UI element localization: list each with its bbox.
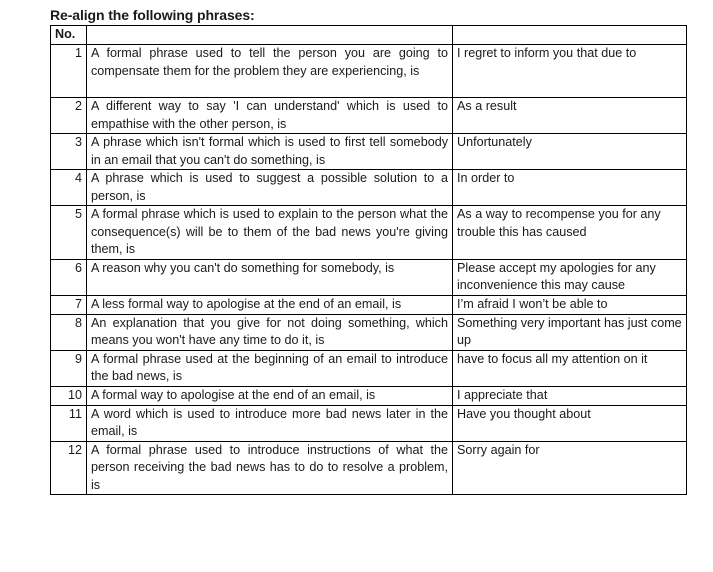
row-description: A reason why you can't do something for somebody, is: [87, 259, 453, 295]
row-description: A formal phrase used to introduce instructions of what the person receiving the bad news has to do to resolve a problem, is: [87, 441, 453, 495]
table-header-row: [51, 26, 687, 45]
row-number: 4: [51, 170, 87, 206]
table-row: [51, 206, 687, 260]
table-row: [51, 405, 687, 441]
row-description: A phrase which isn't formal which is used to first tell somebody in an email that you can't do something, is: [87, 134, 453, 170]
phrases-table: [50, 25, 687, 495]
row-description: A less formal way to apologise at the end of an email, is: [87, 295, 453, 314]
table-row: [51, 259, 687, 295]
table-row: [51, 314, 687, 350]
table-row: [51, 441, 687, 495]
row-number: 11: [51, 405, 87, 441]
header-description: [87, 26, 453, 45]
row-number: 6: [51, 259, 87, 295]
row-phrase: I’m afraid I won’t be able to: [453, 295, 687, 314]
table-row: [51, 170, 687, 206]
row-number: 2: [51, 98, 87, 134]
row-phrase: In order to: [453, 170, 687, 206]
table-row: [51, 386, 687, 405]
row-number: 8: [51, 314, 87, 350]
row-phrase: I appreciate that: [453, 386, 687, 405]
row-description: A formal way to apologise at the end of an email, is: [87, 386, 453, 405]
row-phrase: have to focus all my attention on it: [453, 350, 687, 386]
worksheet-heading: Re-align the following phrases:: [50, 7, 255, 23]
row-phrase: Please accept my apologies for any inconvenience this may cause: [453, 259, 687, 295]
row-number: 10: [51, 386, 87, 405]
header-phrase: [453, 26, 687, 45]
row-description: A formal phrase used at the beginning of an email to introduce the bad news, is: [87, 350, 453, 386]
header-no: No.: [51, 26, 87, 45]
row-phrase: Unfortunately: [453, 134, 687, 170]
row-phrase: As a way to recompense you for any trouble this has caused: [453, 206, 687, 260]
row-number: 3: [51, 134, 87, 170]
row-number: 1: [51, 45, 87, 98]
row-description: A phrase which is used to suggest a possible solution to a person, is: [87, 170, 453, 206]
table-row: [51, 45, 687, 98]
table-row: [51, 295, 687, 314]
table-row: [51, 98, 687, 134]
row-phrase: Something very important has just come up: [453, 314, 687, 350]
row-description: A different way to say 'I can understand' which is used to empathise with the other person, is: [87, 98, 453, 134]
table-row: [51, 134, 687, 170]
row-number: 9: [51, 350, 87, 386]
row-phrase: I regret to inform you that due to: [453, 45, 687, 98]
row-phrase: Sorry again for: [453, 441, 687, 495]
row-number: 12: [51, 441, 87, 495]
row-number: 7: [51, 295, 87, 314]
row-number: 5: [51, 206, 87, 260]
row-description: A word which is used to introduce more bad news later in the email, is: [87, 405, 453, 441]
row-phrase: As a result: [453, 98, 687, 134]
row-description: A formal phrase used to tell the person you are going to compensate them for the problem they are experiencing, is: [87, 45, 453, 98]
worksheet: [50, 6, 686, 495]
row-phrase: Have you thought about: [453, 405, 687, 441]
row-description: An explanation that you give for not doing something, which means you won't have any time to do it, is: [87, 314, 453, 350]
row-description: A formal phrase which is used to explain to the person what the consequence(s) will be to them of the bad news you're giving them, is: [87, 206, 453, 260]
table-row: [51, 350, 687, 386]
